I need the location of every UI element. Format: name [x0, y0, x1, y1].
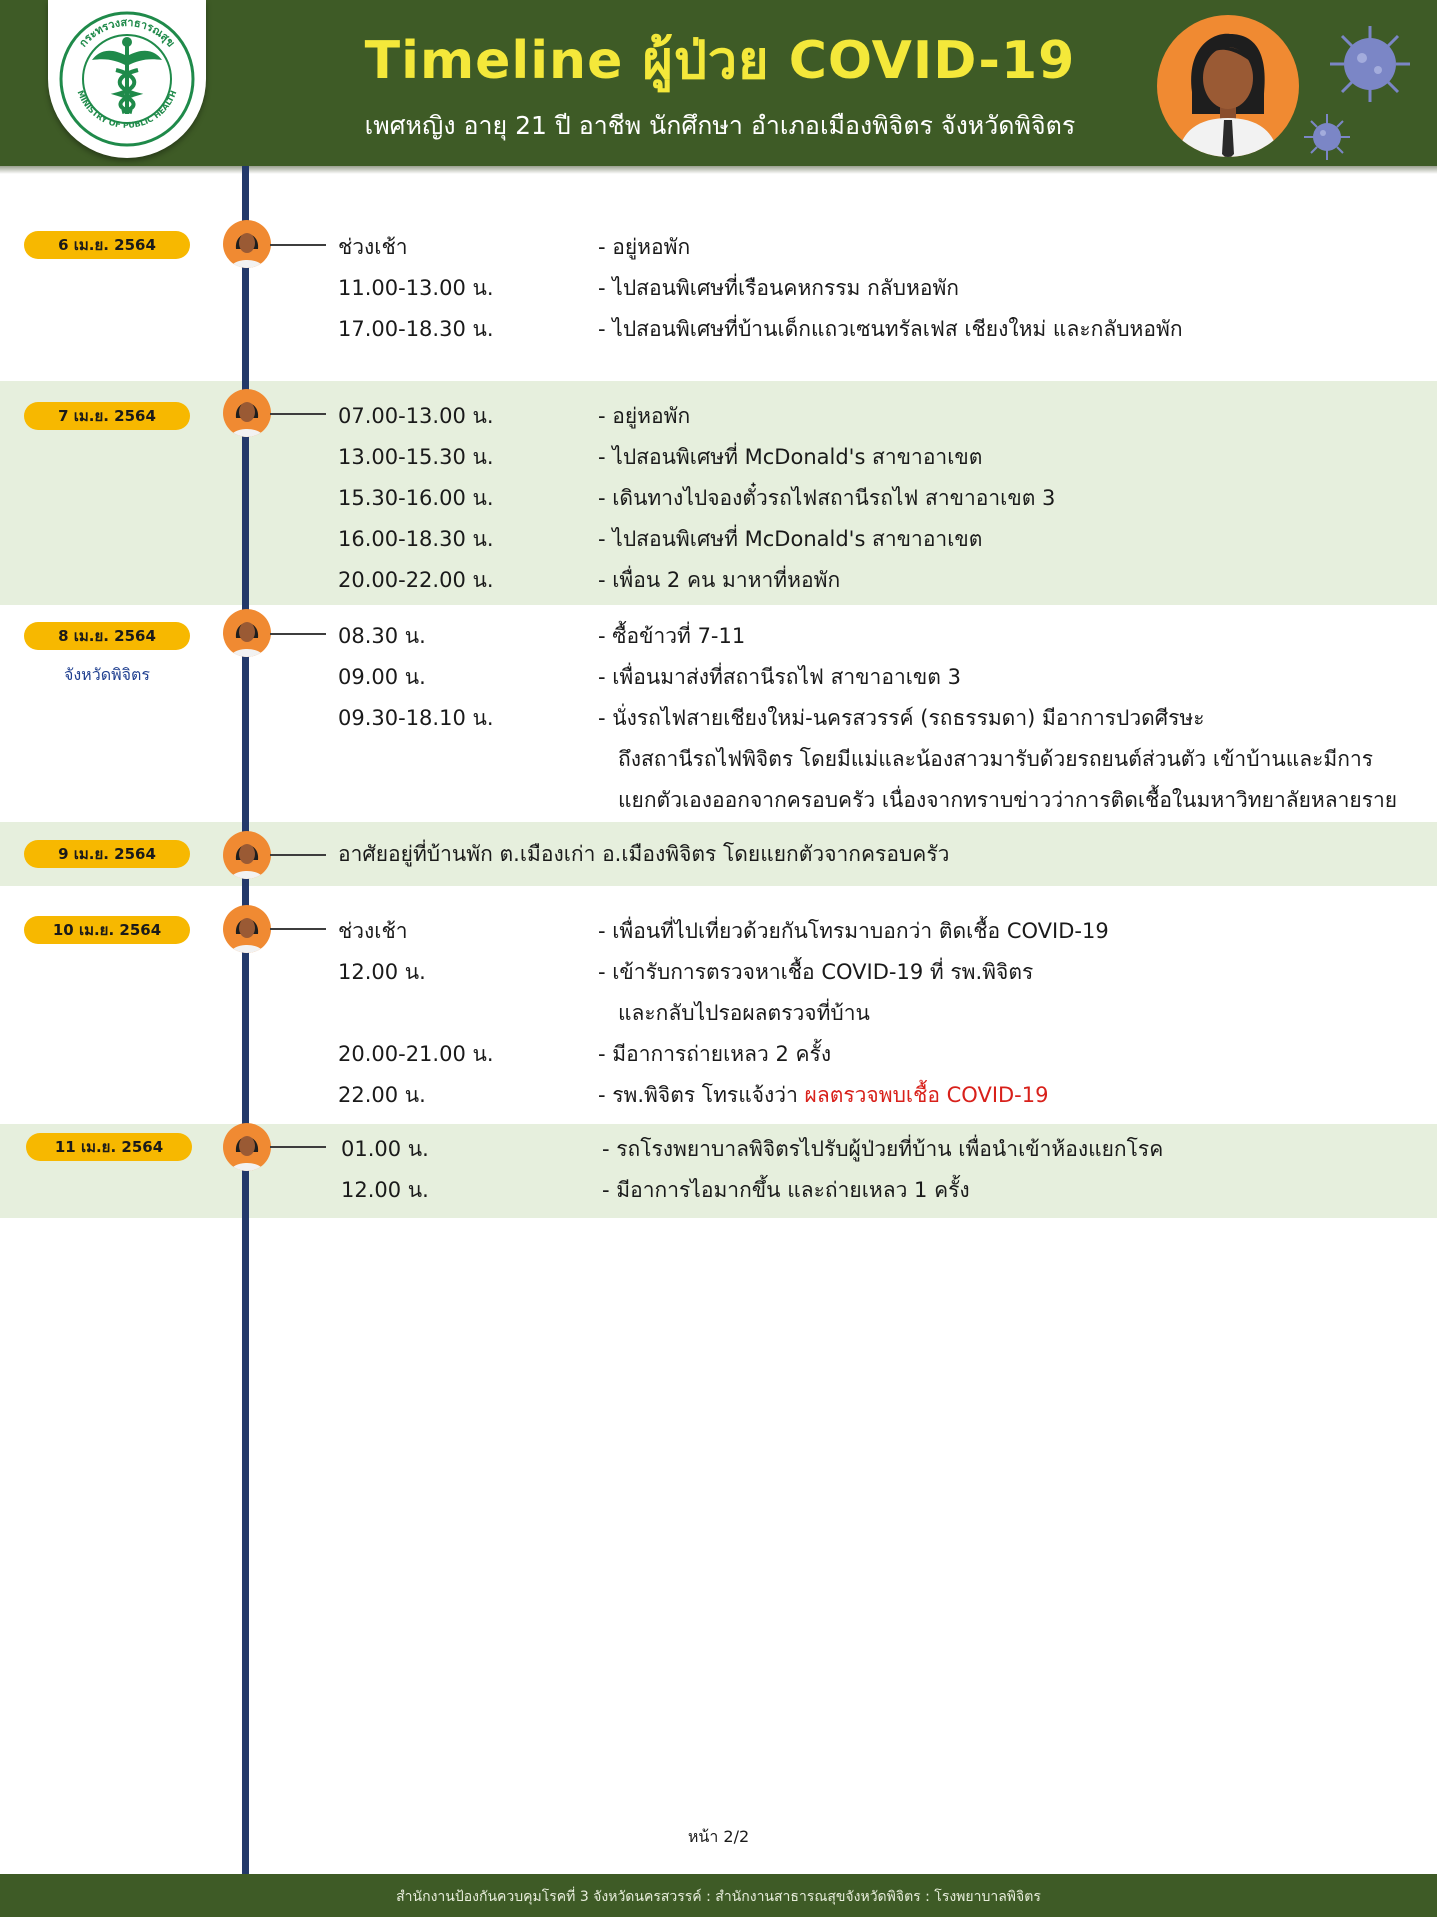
entry-time: 01.00 น.	[341, 1137, 429, 1161]
entry-time: 07.00-13.00 น.	[338, 404, 494, 428]
entry-description-continued: และกลับไปรอผลตรวจที่บ้าน	[618, 1001, 870, 1025]
footer-credits: สำนักงานป้องกันควบคุมโรคที่ 3 จังหวัดนครสวรรค์ : สำนักงานสาธารณสุขจังหวัดพิจิตร : โรงพยาบาลพิจิตร	[396, 1889, 1041, 1905]
svg-text:กระทรวงสาธารณสุข: กระทรวงสาธารณสุข	[76, 15, 178, 50]
entry-time: 22.00 น.	[338, 1083, 426, 1107]
footer	[0, 1874, 1437, 1917]
person-avatar-icon	[222, 219, 272, 269]
entry-time: 12.00 น.	[338, 960, 426, 984]
header	[0, 0, 1437, 166]
date-badge: 10 เม.ย. 2564	[24, 916, 190, 944]
ministry-logo	[48, 0, 206, 158]
entry-description: - เพื่อนที่ไปเที่ยวด้วยกันโทรมาบอกว่า ติดเชื้อ COVID-19	[598, 919, 1109, 943]
date-badge: 8 เม.ย. 2564	[24, 622, 190, 650]
page-title: Timeline ผู้ป่วย COVID-19	[364, 31, 1076, 91]
entry-description: อาศัยอยู่ที่บ้านพัก ต.เมืองเก่า อ.เมืองพิจิตร โดยแยกตัวจากครอบครัว	[338, 842, 950, 866]
connector-line	[270, 633, 326, 635]
entry-time: 12.00 น.	[341, 1178, 429, 1202]
patient-avatar-icon	[1156, 14, 1300, 158]
date-badge: 11 เม.ย. 2564	[26, 1133, 192, 1161]
entry-time: 20.00-21.00 น.	[338, 1042, 494, 1066]
entry-description: - อยู่หอพัก	[598, 404, 691, 428]
entry-time: ช่วงเช้า	[338, 919, 408, 943]
entry-description-text: - รพ.พิจิตร โทรแจ้งว่า	[598, 1083, 805, 1107]
patient-summary: เพศหญิง อายุ 21 ปี อาชีพ นักศึกษา อำเภอเมืองพิจิตร จังหวัดพิจิตร	[364, 111, 1076, 140]
virus-small-icon	[1302, 112, 1352, 162]
date-badge: 9 เม.ย. 2564	[24, 840, 190, 868]
date-badge: 6 เม.ย. 2564	[24, 231, 190, 259]
entry-time: ช่วงเช้า	[338, 235, 408, 259]
entry-time: 17.00-18.30 น.	[338, 317, 494, 341]
connector-line	[270, 413, 326, 415]
entry-description: - ไปสอนพิเศษที่ McDonald's สาขาอาเขต	[598, 527, 983, 551]
entry-time: 08.30 น.	[338, 624, 426, 648]
entry-description: - มีอาการถ่ายเหลว 2 ครั้ง	[598, 1042, 832, 1066]
positive-result-highlight: ผลตรวจพบเชื้อ COVID-19	[804, 1083, 1049, 1107]
entry-time: 11.00-13.00 น.	[338, 276, 494, 300]
entry-description: - เพื่อน 2 คน มาหาที่หอพัก	[598, 568, 841, 592]
entry-time: 09.30-18.10 น.	[338, 706, 494, 730]
date-location: จังหวัดพิจิตร	[63, 665, 150, 684]
connector-line	[270, 244, 326, 246]
person-avatar-icon	[222, 608, 272, 658]
virus-icon	[1320, 22, 1420, 106]
entry-description: - ไปสอนพิเศษที่บ้านเด็กแถวเซนทรัลเฟส เชียงใหม่ และกลับหอพัก	[598, 317, 1183, 341]
page-number: หน้า 2/2	[687, 1827, 750, 1846]
entry-description: - เดินทางไปจองตั๋วรถไฟสถานีรถไฟ สาขาอาเขต 3	[598, 486, 1056, 510]
svg-text:MINISTRY OF PUBLIC HEALTH: MINISTRY OF PUBLIC HEALTH	[75, 89, 179, 130]
header-shadow	[0, 166, 1437, 174]
entry-time: 13.00-15.30 น.	[338, 445, 494, 469]
entry-time: 20.00-22.00 น.	[338, 568, 494, 592]
entry-description: - อยู่หอพัก	[598, 235, 691, 259]
person-avatar-icon	[222, 388, 272, 438]
person-avatar-icon	[222, 1122, 272, 1172]
entry-description: - ไปสอนพิเศษที่เรือนคหกรรม กลับหอพัก	[598, 276, 959, 300]
entry-description: - นั่งรถไฟสายเชียงใหม่-นครสวรรค์ (รถธรรมดา) มีอาการปวดศีรษะ	[598, 706, 1205, 730]
entry-description: - ซื้อข้าวที่ 7-11	[598, 624, 746, 648]
connector-line	[270, 928, 326, 930]
entry-time: 15.30-16.00 น.	[338, 486, 494, 510]
entry-description-continued: ถึงสถานีรถไฟพิจิตร โดยมีแม่และน้องสาวมารับด้วยรถยนต์ส่วนตัว เข้าบ้านและมีการ	[618, 747, 1374, 771]
entry-description: - รถโรงพยาบาลพิจิตรไปรับผู้ป่วยที่บ้าน เพื่อนำเข้าห้องแยกโรค	[602, 1137, 1164, 1161]
person-avatar-icon	[222, 830, 272, 880]
date-badge: 7 เม.ย. 2564	[24, 402, 190, 430]
entry-description-continued: แยกตัวเองออกจากครอบครัว เนื่องจากทราบข่าวว่าการติดเชื้อในมหาวิทยาลัยหลายราย	[618, 788, 1398, 812]
entry-description: - เข้ารับการตรวจหาเชื้อ COVID-19 ที่ รพ.พิจิตร	[598, 960, 1034, 984]
entry-description	[598, 1079, 1048, 1112]
entry-description: - ไปสอนพิเศษที่ McDonald's สาขาอาเขต	[598, 445, 983, 469]
entry-description: - เพื่อนมาส่งที่สถานีรถไฟ สาขาอาเขต 3	[598, 665, 961, 689]
person-avatar-icon	[222, 904, 272, 954]
entry-time: 16.00-18.30 น.	[338, 527, 494, 551]
connector-line	[270, 1146, 326, 1148]
connector-line	[270, 854, 326, 856]
entry-time: 09.00 น.	[338, 665, 426, 689]
entry-description: - มีอาการไอมากขึ้น และถ่ายเหลว 1 ครั้ง	[602, 1178, 970, 1202]
